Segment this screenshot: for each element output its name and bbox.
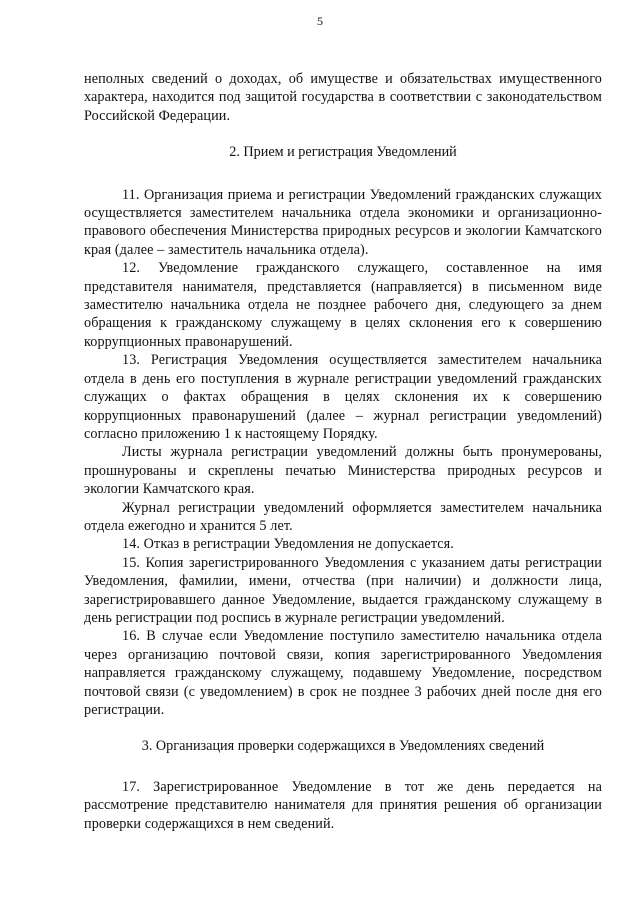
paragraph-13-journal-storage: Журнал регистрации уведомлений оформляется заместителем начальника отдела ежегодно и хранится 5 лет. <box>84 499 602 534</box>
paragraph-13-journal-sheets: Листы журнала регистрации уведомлений должны быть пронумерованы, прошнурованы и скреплены печатью Министерства природных ресурсов и экологии Камчатского края. <box>84 444 602 498</box>
paragraph-17: 17. Зарегистрированное Уведомление в тот же день передается на рассмотрение представителю нанимателя для принятия решения об организации проверки содержащихся в нем сведений. <box>84 778 602 832</box>
paragraph-15: 15. Копия зарегистрированного Уведомления с указанием даты регистрации Уведомления, фамилии, имени, отчества (при наличии) и должности лица, зарегистрировавшего данное Уведомление, выдается гражданскому служащему в день регистрации под роспись в журнале регистрации уведомлений. <box>84 554 602 626</box>
paragraph-16: 16. В случае если Уведомление поступило заместителю начальника отдела через организацию почтовой связи, копия зарегистрированного Уведомления направляется гражданскому служащему, подавшему Уведомление, посредством почтовой связи (с уведомлением) в срок не позднее 3 рабочих дней после дня его регистрации. <box>84 628 602 718</box>
paragraph-13: 13. Регистрация Уведомления осуществляется заместителем начальника отдела в день его поступления в журнале регистрации уведомлений гражданских служащих о фактах обращения в целях склонения их к совершению коррупционных правонарушений (далее – журнал регистрации уведомлений) согласно приложению 1 к настоящему Порядку. <box>84 352 602 442</box>
page-number: 5 <box>317 14 323 28</box>
paragraph-11: 11. Организация приема и регистрации Уведомлений гражданских служащих осуществляется заместителем начальника отдела экономики и организационно-правового обеспечения Министерства природных ресурсов и экологии Камчатского края (далее – заместитель начальника отдела). <box>84 186 602 258</box>
paragraph-14: 14. Отказ в регистрации Уведомления не допускается. <box>122 536 454 553</box>
paragraph-12: 12. Уведомление гражданского служащего, составленное на имя представителя нанимателя, представляется (направляется) в письменном виде заместителю начальника отдела не позднее рабочего дня, следующего за днем обращения к гражданскому служащему в целях склонения его к совершению коррупционных правонарушений. <box>84 260 602 350</box>
document-body <box>84 70 602 833</box>
section-2-heading: 2. Прием и регистрация Уведомлений <box>229 144 457 161</box>
paragraph-continued: неполных сведений о доходах, об имуществе и обязательствах имущественного характера, находится под защитой государства в соответствии с законодательством Российской Федерации. <box>84 71 602 124</box>
section-3-heading: 3. Организация проверки содержащихся в Уведомлениях сведений <box>141 738 545 755</box>
